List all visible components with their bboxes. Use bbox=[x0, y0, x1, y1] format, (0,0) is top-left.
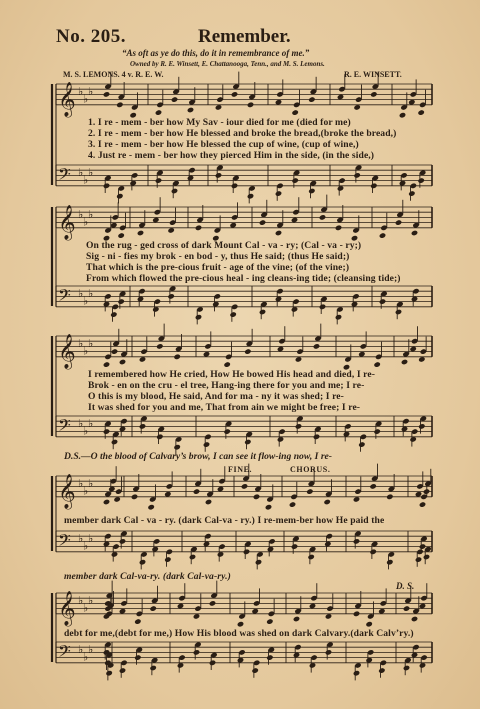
note-head bbox=[415, 556, 422, 562]
note-head bbox=[369, 549, 376, 555]
verse-line: 1. I re - mem - ber how My Sav - iour died for me (died for me) bbox=[88, 117, 351, 128]
note-head bbox=[291, 177, 298, 183]
verse-line: 3. I re - mem - ber how He blessed the cup of wine, (cup of wine,) bbox=[88, 139, 359, 150]
note-head bbox=[229, 311, 236, 317]
note-head bbox=[308, 96, 315, 102]
note-head bbox=[418, 423, 425, 429]
note-head bbox=[291, 543, 298, 549]
note-head bbox=[403, 605, 410, 611]
flat-icon: ♭ bbox=[83, 425, 89, 438]
note-head bbox=[116, 193, 123, 199]
flat-icon: ♭ bbox=[88, 287, 94, 300]
note-head bbox=[370, 183, 377, 189]
note-head bbox=[139, 423, 146, 429]
note-head bbox=[205, 499, 212, 505]
flat-icon: ♭ bbox=[88, 643, 94, 656]
note-head bbox=[156, 343, 163, 349]
note-head bbox=[386, 494, 393, 500]
bass-clef-icon: 𝄢 bbox=[58, 284, 71, 309]
note-head bbox=[335, 225, 342, 231]
note-head bbox=[419, 501, 426, 507]
verse-line: Sig - ni - fies my brok - en bod - y, thus He said; (thus He said;) bbox=[86, 251, 350, 262]
note-head bbox=[215, 172, 222, 178]
chorus-marker: CHORUS. bbox=[290, 465, 331, 474]
flat-icon: ♭ bbox=[83, 345, 89, 358]
note-head bbox=[365, 621, 372, 627]
note-head bbox=[308, 188, 315, 194]
note-head bbox=[253, 494, 260, 500]
note-head bbox=[353, 611, 360, 617]
note-head bbox=[193, 649, 200, 655]
note-head bbox=[149, 665, 156, 671]
note-head bbox=[423, 554, 430, 560]
verse-line: 4. Just re - mem - ber how they pierced Him in the side, (in the side,) bbox=[88, 150, 375, 161]
note-head bbox=[173, 354, 180, 360]
note-head bbox=[155, 109, 162, 115]
note-head bbox=[193, 488, 200, 494]
note-head bbox=[411, 616, 418, 622]
note-head bbox=[266, 654, 273, 660]
note-head bbox=[187, 107, 194, 113]
note-head bbox=[117, 298, 124, 304]
verse-line: From which flowed the pre-cious heal - ing cleans-ing tide; (cleansing tide;) bbox=[86, 273, 401, 284]
note-head bbox=[307, 554, 314, 560]
note-head bbox=[353, 670, 360, 676]
hymn-title: Remember. bbox=[198, 26, 291, 47]
note-head bbox=[266, 618, 273, 624]
flat-icon: ♭ bbox=[78, 417, 84, 430]
flat-icon: ♭ bbox=[78, 532, 84, 545]
note-head bbox=[291, 109, 298, 115]
scripture-epigraph: “As oft as ye do this, do it in remembrance of me.” bbox=[122, 48, 310, 58]
flat-icon: ♭ bbox=[83, 93, 89, 106]
author-credit: R. E. WINSETT. bbox=[344, 70, 402, 79]
note-head bbox=[167, 293, 174, 299]
staff bbox=[56, 285, 432, 309]
note-head bbox=[373, 428, 380, 434]
note-head bbox=[379, 298, 386, 304]
note-head bbox=[119, 538, 126, 544]
note-head bbox=[319, 214, 326, 220]
note-head bbox=[203, 441, 210, 447]
note-head bbox=[293, 616, 300, 622]
note-head bbox=[103, 361, 110, 367]
note-head bbox=[195, 225, 202, 231]
note-head bbox=[247, 193, 254, 199]
note-head bbox=[149, 605, 156, 611]
note-head bbox=[289, 501, 296, 507]
flat-icon: ♭ bbox=[88, 417, 94, 430]
note-head bbox=[399, 112, 406, 118]
bass-clef-icon: 𝄢 bbox=[58, 163, 71, 188]
note-head bbox=[137, 230, 144, 236]
flat-icon: ♭ bbox=[83, 540, 89, 553]
treble-clef-icon: 𝄞 bbox=[58, 333, 76, 369]
treble-clef-icon: 𝄞 bbox=[58, 204, 76, 240]
flat-icon: ♭ bbox=[88, 208, 94, 221]
note-head bbox=[353, 538, 360, 544]
note-head bbox=[111, 348, 118, 354]
composer-credit: M. S. LEMONS. 4 v. R. E. W. bbox=[63, 70, 164, 79]
note-head bbox=[378, 667, 385, 673]
note-head bbox=[358, 441, 365, 447]
flat-icon: ♭ bbox=[78, 166, 84, 179]
note-head bbox=[395, 309, 402, 315]
verse-line: On the rug - ged cross of dark Mount Cal - va - ry; (Cal - va - ry;) bbox=[86, 240, 362, 251]
note-head bbox=[306, 488, 313, 494]
note-head bbox=[237, 621, 244, 627]
note-head bbox=[275, 190, 282, 196]
note-head bbox=[370, 91, 377, 97]
note-head bbox=[173, 444, 180, 450]
flat-icon: ♭ bbox=[88, 532, 94, 545]
note-head bbox=[171, 96, 178, 102]
note-head bbox=[319, 304, 326, 310]
note-head bbox=[423, 488, 430, 494]
note-head bbox=[134, 654, 141, 660]
flat-icon: ♭ bbox=[83, 485, 89, 498]
note-head bbox=[209, 660, 216, 666]
flat-icon: ♭ bbox=[78, 208, 84, 221]
note-head bbox=[103, 499, 110, 505]
note-head bbox=[131, 494, 138, 500]
treble-clef-icon: 𝄞 bbox=[58, 473, 76, 509]
bass-clef-icon: 𝄢 bbox=[58, 414, 71, 439]
note-head bbox=[295, 423, 302, 429]
note-head bbox=[401, 359, 408, 365]
note-head bbox=[411, 230, 418, 236]
note-head bbox=[259, 219, 266, 225]
flat-icon: ♭ bbox=[78, 594, 84, 607]
flat-icon: ♭ bbox=[78, 643, 84, 656]
note-head bbox=[103, 183, 110, 189]
note-head bbox=[335, 314, 342, 320]
bass-clef-icon: 𝄢 bbox=[58, 640, 71, 665]
flat-icon: ♭ bbox=[83, 651, 89, 664]
note-head bbox=[417, 109, 424, 115]
ds-marker: D. S. bbox=[396, 581, 415, 591]
note-head bbox=[417, 177, 424, 183]
note-head bbox=[231, 91, 238, 97]
note-head bbox=[164, 556, 171, 562]
flat-icon: ♭ bbox=[83, 602, 89, 615]
note-head bbox=[265, 504, 272, 510]
note-head bbox=[369, 483, 376, 489]
note-head bbox=[323, 499, 330, 505]
fine-marker: FINE. bbox=[228, 465, 253, 474]
flat-icon: ♭ bbox=[78, 337, 84, 350]
note-head bbox=[313, 434, 320, 440]
note-head bbox=[408, 190, 415, 196]
note-head bbox=[119, 667, 126, 673]
verse-line: Brok - en on the cru - el tree, Hang-ing there for you and me; I re- bbox=[88, 380, 365, 391]
flat-icon: ♭ bbox=[78, 85, 84, 98]
note-head bbox=[223, 361, 230, 367]
note-head bbox=[247, 102, 254, 108]
note-head bbox=[259, 309, 266, 315]
verse-line: O this is my blood, He said, And for ma - ny it was shed; I re- bbox=[88, 391, 344, 402]
note-head bbox=[189, 554, 196, 560]
note-head bbox=[419, 543, 426, 549]
hymn-number: No. 205. bbox=[56, 26, 126, 47]
note-head bbox=[255, 559, 262, 565]
note-head bbox=[403, 665, 410, 671]
note-head bbox=[241, 483, 248, 489]
note-head bbox=[110, 311, 117, 317]
note-head bbox=[195, 314, 202, 320]
flat-icon: ♭ bbox=[78, 287, 84, 300]
staff bbox=[56, 205, 432, 241]
verse-line: I remembered how He cried, How He bowed His head and died, I re- bbox=[88, 369, 376, 380]
flat-icon: ♭ bbox=[88, 594, 94, 607]
note-head bbox=[105, 670, 112, 676]
note-head bbox=[244, 439, 251, 445]
note-head bbox=[147, 504, 154, 510]
note-head bbox=[386, 559, 393, 565]
verse-line: It was shed for you and me, That from ain we might be free; I re- bbox=[88, 402, 361, 413]
note-head bbox=[117, 232, 124, 238]
copyright-notice: Owned by R. E. Winsett, E. Chattanooga, Tenn., and M. S. Lemons. bbox=[130, 60, 325, 68]
treble-clef-icon: 𝄞 bbox=[58, 590, 76, 626]
note-head bbox=[116, 102, 123, 108]
note-head bbox=[223, 428, 230, 434]
note-head bbox=[103, 91, 110, 97]
note-head bbox=[119, 359, 126, 365]
note-head bbox=[353, 172, 360, 178]
flat-icon: ♭ bbox=[83, 174, 89, 187]
staff bbox=[56, 591, 432, 627]
verse-line: That which is the pre-cious fruit - age of the vine; (of the vine;) bbox=[86, 262, 350, 273]
note-head bbox=[155, 177, 162, 183]
chorus-lyric: member dark Cal - va - ry. (dark Cal-va - ry.) I re-mem-ber how He paid the bbox=[64, 515, 385, 526]
note-head bbox=[156, 434, 163, 440]
verse-line: 2. I re - mem - ber how He blessed and broke the bread,(broke the bread,) bbox=[88, 128, 397, 139]
chorus-lyric: debt for me,(debt for me,) How His blood was shed on dark Calvary.(dark Calv’ry.) bbox=[64, 628, 414, 639]
note-head bbox=[244, 348, 251, 354]
note-head bbox=[134, 618, 141, 624]
note-head bbox=[251, 667, 258, 673]
note-head bbox=[243, 549, 250, 555]
note-head bbox=[139, 559, 146, 565]
flat-icon: ♭ bbox=[83, 295, 89, 308]
note-head bbox=[231, 183, 238, 189]
note-head bbox=[171, 188, 178, 194]
bass-clef-icon: 𝄢 bbox=[58, 529, 71, 554]
treble-clef-icon: 𝄞 bbox=[58, 81, 76, 117]
flat-icon: ♭ bbox=[88, 337, 94, 350]
note-head bbox=[373, 361, 380, 367]
bass-lyric: member dark Cal-va-ry. (dark Cal-va-ry.) bbox=[64, 571, 231, 582]
flat-icon: ♭ bbox=[88, 166, 94, 179]
flat-icon: ♭ bbox=[83, 216, 89, 229]
note-head bbox=[395, 219, 402, 225]
flat-icon: ♭ bbox=[88, 477, 94, 490]
flat-icon: ♭ bbox=[88, 85, 94, 98]
flat-icon: ♭ bbox=[78, 477, 84, 490]
note-head bbox=[111, 439, 118, 445]
note-head bbox=[103, 428, 110, 434]
note-head bbox=[275, 230, 282, 236]
dal-segno-lyric: D.S.—O the blood of Calvary’s brow, I can see it flow-ing now, I re- bbox=[64, 451, 333, 462]
note-head bbox=[379, 232, 386, 238]
note-head bbox=[209, 600, 216, 606]
note-head bbox=[313, 343, 320, 349]
note-head bbox=[325, 649, 332, 655]
